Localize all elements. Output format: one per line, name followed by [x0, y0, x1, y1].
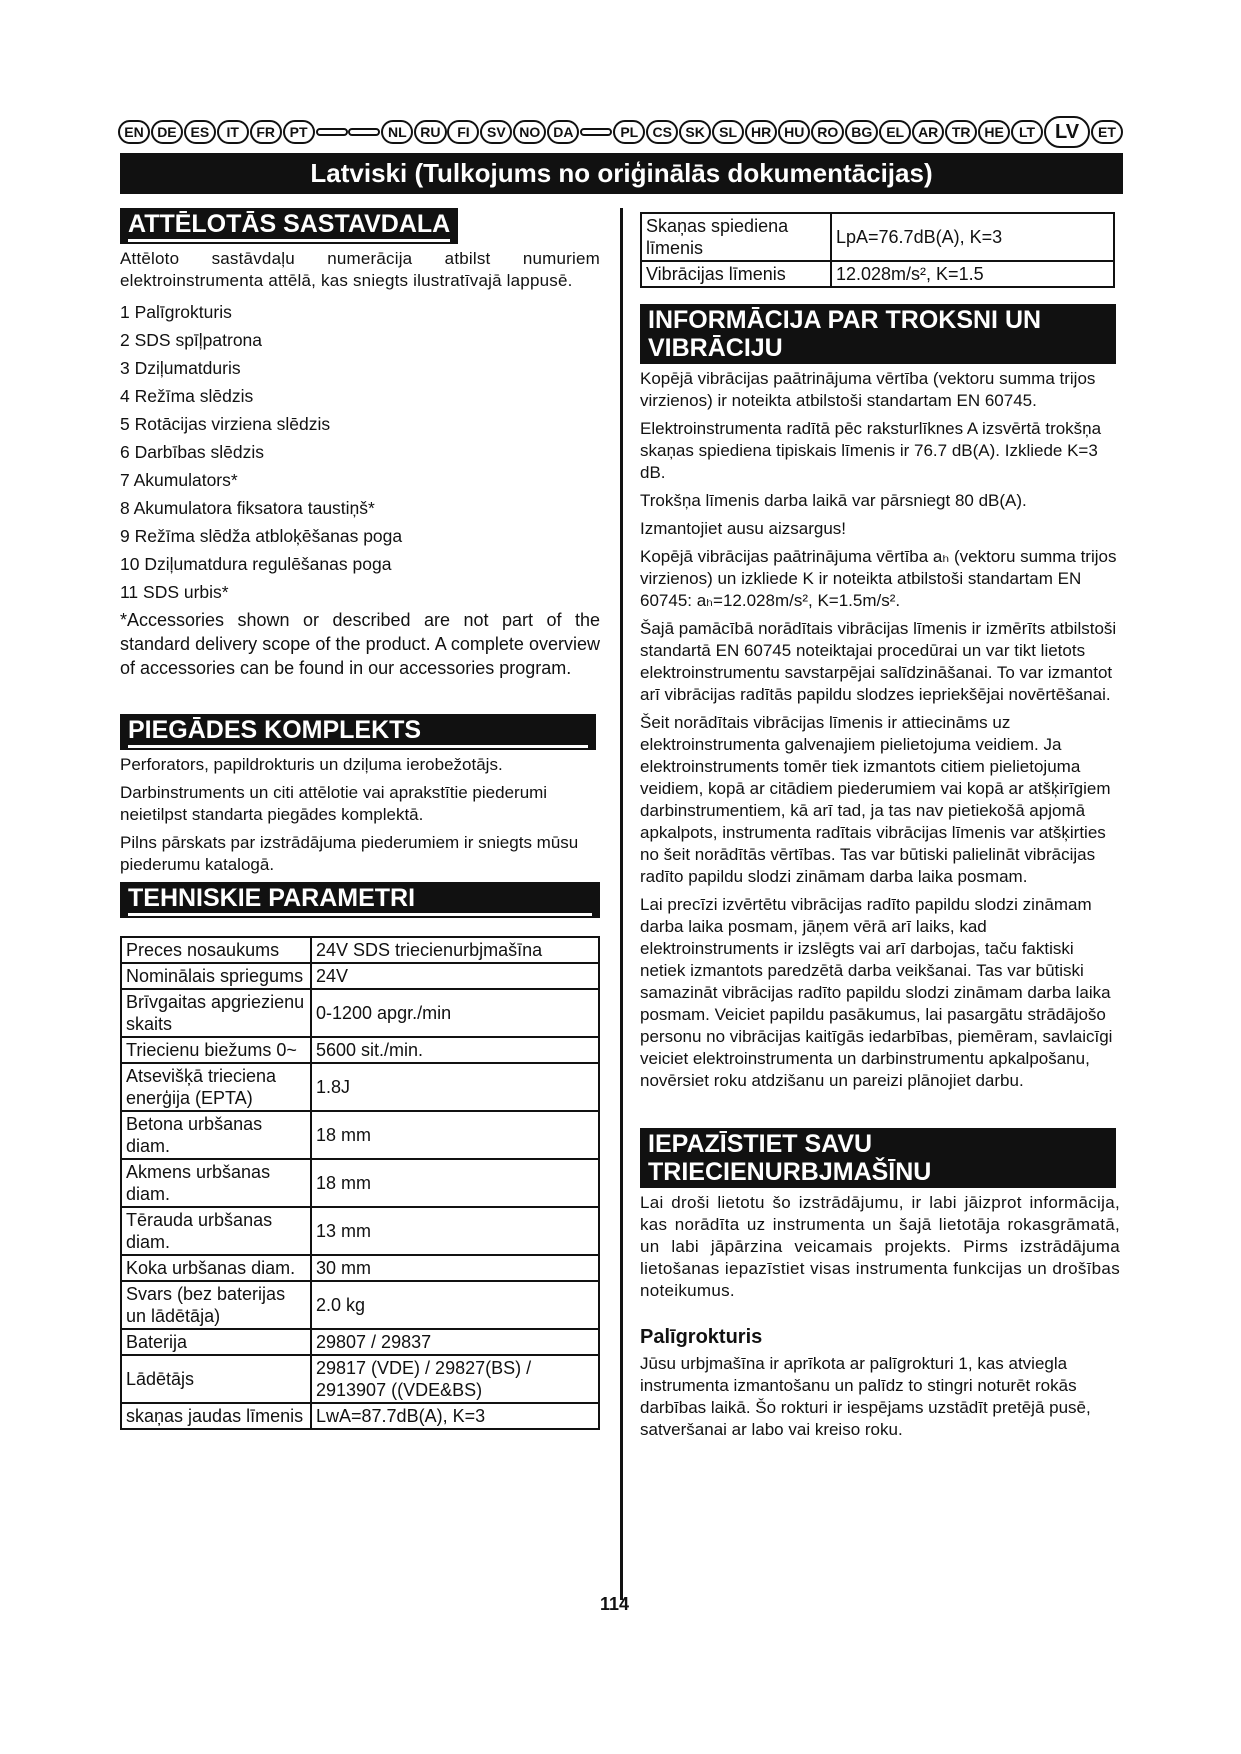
table-row: [121, 1329, 599, 1355]
lang-tab-lv: LV: [1044, 116, 1090, 148]
table-row: [121, 1063, 599, 1111]
tech-heading: TEHNISKIE PARAMETRI: [120, 882, 600, 918]
tech-table: [120, 936, 600, 1430]
spec-value: LwA=87.7dB(A), K=3: [311, 1403, 599, 1429]
spec-label: Baterija: [121, 1329, 311, 1355]
left-column: [120, 208, 600, 1430]
delivery-p2: Darbinstruments un citi attēlotie vai aprakstītie piederumi neietilpst standarta piegādes komplektā.: [120, 783, 548, 824]
lang-tab-tr: TR: [945, 120, 977, 144]
lang-tab-bg: BG: [845, 120, 878, 144]
table-row: [641, 213, 1114, 261]
spec-label: Skaņas spiediena līmenis: [641, 213, 831, 261]
delivery-p1: Perforators, papildrokturis un dziļuma ierobežotājs.: [120, 755, 503, 774]
spec-value: 2.0 kg: [311, 1281, 599, 1329]
noise-paragraph: Kopējā vibrācijas paātrinājuma vērtība aₕ (vektoru summa trijos virzienos) un izkliede K ir noteikta atbilstoši standartam EN 60745: aₕ=12.028m/s², K=1.5m/s².: [640, 547, 1117, 610]
page-number: 114: [600, 1594, 630, 1614]
aux-handle-subheading: Palīgrokturis: [640, 1326, 763, 1348]
table-row: [641, 261, 1114, 287]
spec-value: 29817 (VDE) / 29827(BS) / 2913907 ((VDE&BS): [311, 1355, 599, 1403]
lang-tab-ro: RO: [811, 120, 844, 144]
know-p2: Jūsu urbjmašīna ir aprīkota ar palīgrokturi 1, kas atviegla instrumenta izmantošanu un palīdz to stingri noturēt rokās darbības laikā. Šo rokturi ir iespējams uzstādīt pretējā pusē, satveršanai ar labo vai kreiso roku.: [640, 1354, 1091, 1439]
noise-paragraph: Elektroinstrumenta radītā pēc raksturlīknes A izsvērtā trokšņa skaņas spiediena tipiskais līmenis ir 76.7 dB(A). Izkliede K=3 dB.: [640, 419, 1102, 482]
spec-value: 12.028m/s², K=1.5: [831, 261, 1114, 287]
lang-tab-el: EL: [879, 120, 911, 144]
lang-tab-es: ES: [184, 120, 216, 144]
lang-tab-ar: AR: [912, 120, 944, 144]
parts-list: [120, 298, 600, 606]
spec-value: 18 mm: [311, 1159, 599, 1207]
parts-list-item: 4 Režīma slēdzis: [120, 386, 254, 406]
tech-table-cont: [640, 212, 1115, 288]
lang-tab-sv: SV: [480, 120, 512, 144]
noise-paragraphs: [640, 368, 1120, 1092]
delivery-p3: Pilns pārskats par izstrādājuma piederumiem ir sniegts mūsu piederumu katalogā.: [120, 833, 579, 874]
spec-label: Vibrācijas līmenis: [641, 261, 831, 287]
lang-tab-sk: SK: [679, 120, 711, 144]
parts-list-item: 9 Režīma slēdža atbloķēšanas poga: [120, 526, 403, 546]
accessories-note: *Accessories shown or described are not part of the standard delivery scope of the product. A complete overview of accessories can be found in our accessories program.: [120, 610, 600, 678]
lang-tab-ru: RU: [414, 120, 446, 144]
noise-paragraph: Šajā pamācībā norādītais vibrācijas līmenis ir izmērīts atbilstoši standartā EN 60745 noteiktajai procedūrai un var tikt lietots elektroinstrumentu savstarpējai salīdzināšanai. To var izmantot arī vibrācijas radītās papildu slodzes iepriekšējai novērtēšanai.: [640, 619, 1117, 704]
spec-value: 29807 / 29837: [311, 1329, 599, 1355]
know-p1: Lai droši lietotu šo izstrādājumu, ir labi jāizprot informācija, kas norādīta uz instrumenta un šajā lietotāja rokasgrāmatā, un labi jāpārzina veicamais projekts. Pirms izstrādājuma lietošanas iepazīstiet visas instrumenta funkcijas un drošības noteikumus.: [640, 1193, 1120, 1300]
spec-label: Lādētājs: [121, 1355, 311, 1403]
table-row: [121, 1159, 599, 1207]
lang-tab-de: DE: [151, 120, 183, 144]
spec-value: 5600 sit./min.: [311, 1037, 599, 1063]
spec-value: LpA=76.7dB(A), K=3: [831, 213, 1114, 261]
table-row: [121, 1355, 599, 1403]
lang-tab-et: ET: [1091, 120, 1123, 144]
table-row: [121, 1207, 599, 1255]
spec-label: Preces nosaukums: [121, 937, 311, 963]
lang-tab-no: NO: [513, 120, 546, 144]
noise-heading: INFORMĀCIJA PAR TROKSNI UN VIBRĀCIJU: [640, 304, 1116, 364]
lang-tab-fi: FI: [447, 120, 479, 144]
parts-intro: Attēloto sastāvdaļu numerācija atbilst numuriem elektroinstrumenta attēlā, kas sniegts ilustratīvajā lappusē.: [120, 249, 600, 290]
spec-label: Svars (bez baterijas un lādētāja): [121, 1281, 311, 1329]
lang-tab-sl: SL: [712, 120, 744, 144]
lang-tab-he: HE: [978, 120, 1010, 144]
spec-label: Atsevišķā trieciena enerģija (EPTA): [121, 1063, 311, 1111]
spec-value: 0-1200 apgr./min: [311, 989, 599, 1037]
noise-paragraph: Trokšņa līmenis darba laikā var pārsniegt 80 dB(A).: [640, 491, 1027, 510]
spec-label: Triecienu biežums 0~: [121, 1037, 311, 1063]
lang-tab-pt: PT: [283, 120, 315, 144]
spec-label: skaņas jaudas līmenis: [121, 1403, 311, 1429]
parts-list-item: 6 Darbības slēdzis: [120, 442, 264, 462]
spec-value: 30 mm: [311, 1255, 599, 1281]
table-row: [121, 937, 599, 963]
lang-tab-hu: HU: [778, 120, 810, 144]
table-row: [121, 1111, 599, 1159]
parts-list-item: 5 Rotācijas virziena slēdzis: [120, 414, 331, 434]
spec-value: 13 mm: [311, 1207, 599, 1255]
language-bar: [118, 116, 1123, 148]
noise-paragraph: Kopējā vibrācijas paātrinājuma vērtība (vektoru summa trijos virzienos) ir noteikta atbilstoši standartam EN 60745.: [640, 369, 1096, 410]
table-row: [121, 1255, 599, 1281]
lang-tab-da: DA: [547, 120, 579, 144]
spec-value: 18 mm: [311, 1111, 599, 1159]
lang-tab-lt: LT: [1011, 120, 1043, 144]
lang-tab-blank-7: [348, 128, 380, 136]
parts-list-item: 8 Akumulatora fiksatora taustiņš*: [120, 498, 375, 518]
right-column: [640, 208, 1120, 1447]
lang-tab-blank-14: [580, 128, 612, 136]
noise-paragraph: Izmantojiet ausu aizsargus!: [640, 519, 846, 538]
delivery-heading: PIEGĀDES KOMPLEKTS: [120, 714, 596, 750]
lang-tab-cs: CS: [646, 120, 678, 144]
lang-tab-hr: HR: [745, 120, 777, 144]
spec-label: Koka urbšanas diam.: [121, 1255, 311, 1281]
parts-heading: ATTĒLOTĀS SASTAVDALA: [120, 208, 458, 244]
spec-label: Brīvgaitas apgriezienu skaits: [121, 989, 311, 1037]
spec-value: 1.8J: [311, 1063, 599, 1111]
spec-label: Tērauda urbšanas diam.: [121, 1207, 311, 1255]
parts-list-item: 7 Akumulators*: [120, 470, 238, 490]
parts-list-item: 2 SDS spīļpatrona: [120, 330, 263, 350]
spec-value: 24V SDS triecienurbjmašīna: [311, 937, 599, 963]
spec-label: Betona urbšanas diam.: [121, 1111, 311, 1159]
know-heading: IEPAZĪSTIET SAVU TRIECIENURBJMAŠĪNU: [640, 1128, 1116, 1188]
parts-list-item: 11 SDS urbis*: [120, 582, 229, 602]
parts-list-item: 1 Palīgrokturis: [120, 302, 232, 322]
lang-tab-en: EN: [118, 120, 150, 144]
lang-tab-it: IT: [217, 120, 249, 144]
table-row: [121, 989, 599, 1037]
lang-tab-fr: FR: [250, 120, 282, 144]
parts-list-item: 10 Dziļumatdura regulēšanas poga: [120, 554, 392, 574]
page-title: Latviski (Tulkojums no oriģinālās dokumentācijas): [120, 153, 1123, 194]
table-row: [121, 1037, 599, 1063]
spec-value: 24V: [311, 963, 599, 989]
table-row: [121, 1403, 599, 1429]
lang-tab-pl: PL: [613, 120, 645, 144]
lang-tab-blank-6: [316, 128, 348, 136]
spec-label: Nominālais spriegums: [121, 963, 311, 989]
lang-tab-nl: NL: [381, 120, 413, 144]
parts-list-item: 3 Dziļumatduris: [120, 358, 241, 378]
table-row: [121, 963, 599, 989]
noise-paragraph: Šeit norādītais vibrācijas līmenis ir attiecināms uz elektroinstrumenta galvenajiem pielietojuma veidiem. Ja elektroinstruments tomēr tiek izmantots citiem pielietojuma veidiem, kopā ar citādiem piederumiem vai kopā ar atšķirīgiem darbinstrumentiem, kā arī tad, ja tas nav pietiekošā apjomā apkalpots, instrumenta radītais vibrācijas līmenis var atšķirties no šeit norādītās vērtības. Tas var būtiski palielināt vibrācijas radīto papildu slodzi zināmam darba laika posmam.: [640, 713, 1111, 886]
spec-label: Akmens urbšanas diam.: [121, 1159, 311, 1207]
table-row: [121, 1281, 599, 1329]
noise-paragraph: Lai precīzi izvērtētu vibrācijas radīto papildu slodzi zināmam darba laika posmam, jāņem vērā arī laiks, kad elektroinstruments ir izslēgts vai arī darbojas, taču faktiski netiek izmantots paredzētā darba veikšanai. Tas var būtiski samazināt vibrācijas radīto papildu slodzi zināmam darba laika posmam. Veiciet papildu pasākumus, lai pasargātu strādājošo personu no vibrācijas kaitīgās iedarbības, piemēram, savlaicīgi veiciet elektroinstrumenta un darbinstrumentu apkalpošanu, novērsiet roku atdzišanu un pareizi plānojiet darbu.: [640, 895, 1113, 1090]
column-divider: [620, 208, 623, 1600]
